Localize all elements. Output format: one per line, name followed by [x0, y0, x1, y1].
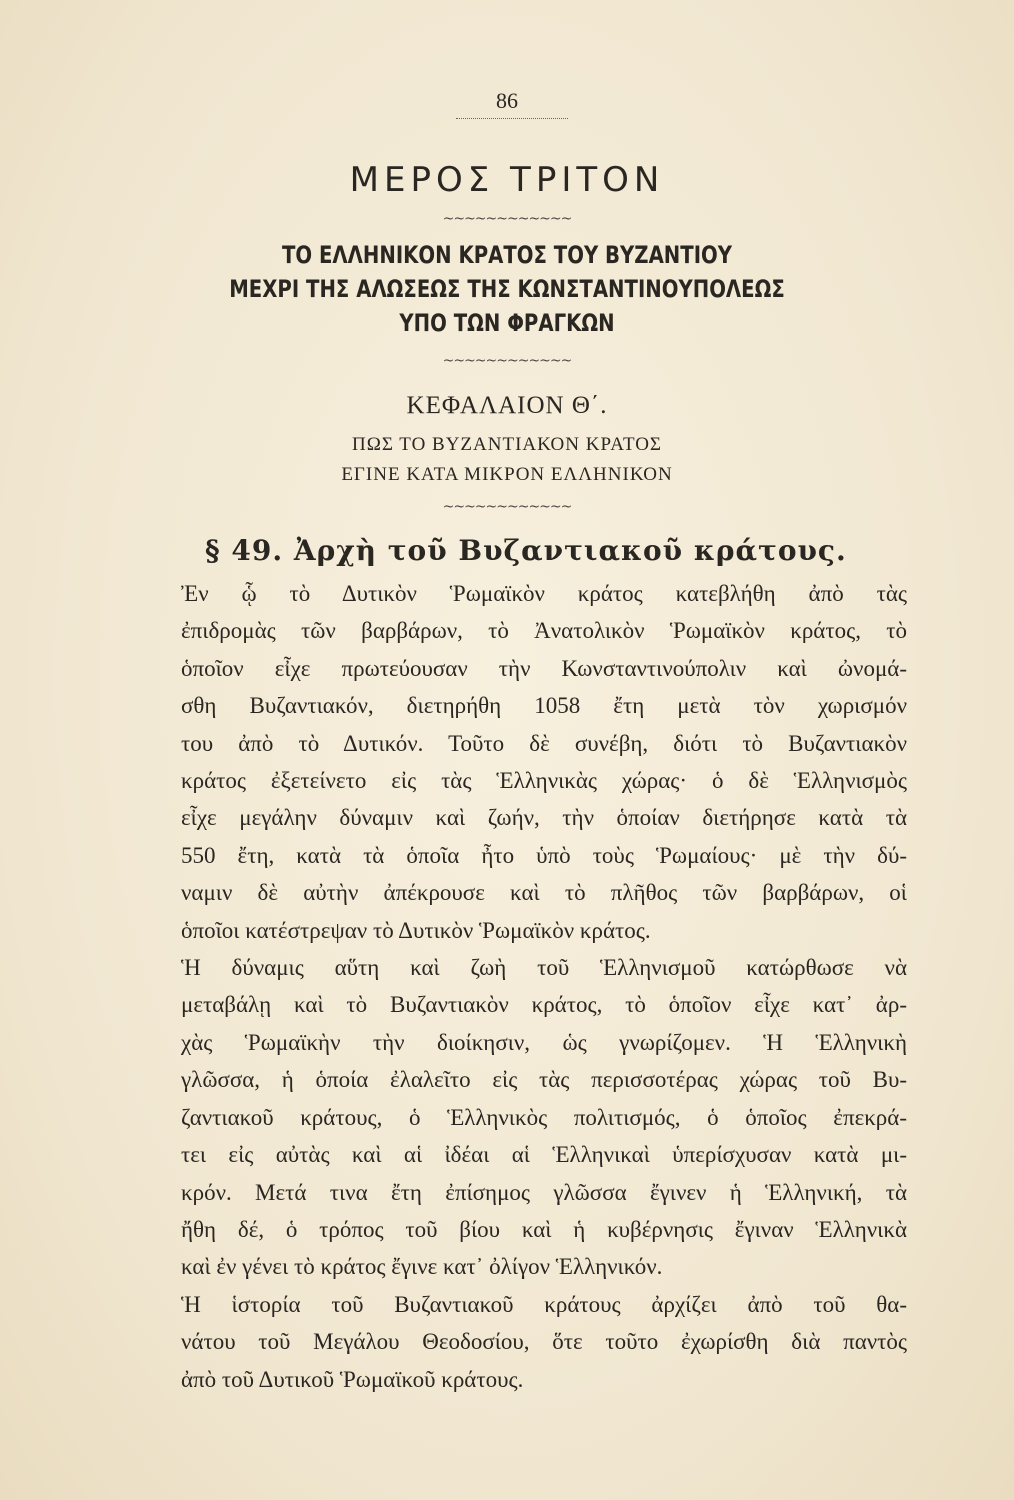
text-line: μεταβάλῃ καὶ τὸ Βυζαντιακὸν κράτος, τὸ ὁποῖον εἶχε κατ᾽ ἀρ- — [181, 992, 907, 1018]
text-line: τει εἰς αὐτὰς καὶ αἱ ἰδέαι αἱ Ἑλληνικαὶ ὑπερίσχυσαν κατὰ μι- — [181, 1142, 907, 1168]
chapter-subtitle — [0, 430, 1014, 490]
ornament-divider-2: ~~~~~~~~~~~~ — [442, 353, 572, 369]
text-line: ζαντιακοῦ κράτους, ὁ Ἑλληνικὸς πολιτισμός, ὁ ὁποῖος ἐπεκρά- — [181, 1104, 907, 1130]
chapter-subtitle-line: ΠΩΣ ΤΟ ΒΥΖΑΝΤΙΑΚΟΝ ΚΡΑΤΟΣ — [352, 434, 662, 455]
text-line: ὁποῖοι κατέστρεψαν τὸ Δυτικὸν Ῥωμαϊκὸν κράτος. — [181, 917, 651, 943]
text-line: ἀπὸ τοῦ Δυτικοῦ Ῥωμαϊκοῦ κράτους. — [181, 1366, 524, 1392]
text-line: σθη Βυζαντιακόν, διετηρήθη 1058 ἔτη μετὰ τὸν χωρισμόν — [181, 693, 907, 719]
page-number-rule — [456, 118, 568, 119]
text-line: καὶ ἐν γένει τὸ κράτος ἔγινε κατ᾽ ὀλίγον Ἑλληνικόν. — [181, 1254, 663, 1280]
text-line: κράτος ἐξετείνετο εἰς τὰς Ἑλληνικὰς χώρας· ὁ δὲ Ἑλληνισμὸς — [181, 768, 907, 794]
text-line: ναμιν δὲ αὐτὴν ἀπέκρουσε καὶ τὸ πλῆθος τῶν βαρβάρων, οἱ — [181, 880, 907, 906]
main-heading-line: ΜΕΧΡΙ ΤΗΣ ΑΛΩΣΕΩΣ ΤΗΣ ΚΩΝΣΤΑΝΤΙΝΟΥΠΟΛΕΩΣ — [229, 275, 785, 303]
main-heading — [91, 238, 922, 340]
paragraph-3 — [145, 1286, 907, 1398]
text-line: ἤθη δέ, ὁ τρόπος τοῦ βίου καὶ ἡ κυβέρνησις ἔγιναν Ἑλληνικὰ — [181, 1216, 907, 1242]
text-line: εἶχε μεγάλην δύναμιν καὶ ζωήν, τὴν ὁποίαν διετήρησε κατὰ τὰ — [181, 805, 907, 831]
main-heading-line: ΤΟ ΕΛΛΗΝΙΚΟΝ ΚΡΑΤΟΣ ΤΟΥ ΒΥΖΑΝΤΙΟΥ — [281, 241, 733, 269]
text-line: χὰς Ῥωμαϊκὴν τὴν διοίκησιν, ὡς γνωρίζομεν. Ἡ Ἑλληνικὴ — [181, 1029, 907, 1055]
paragraph-2 — [145, 949, 907, 1286]
part-title: ΜΕΡΟΣ ΤΡΙΤΟΝ — [349, 160, 665, 200]
text-line: ὁποῖον εἶχε πρωτεύουσαν τὴν Κωνσταντινούπολιν καὶ ὠνομά- — [181, 655, 907, 681]
text-line: Ἡ δύναμις αὕτη καὶ ζωὴ τοῦ Ἑλληνισμοῦ κατώρθωσε νὰ — [181, 955, 907, 981]
section-heading: § 49. Ἀρχὴ τοῦ Βυζαντιακοῦ κράτους. — [205, 534, 847, 567]
body-text — [145, 575, 907, 1398]
text-line: Ἡ ἱστορία τοῦ Βυζαντιακοῦ κράτους ἀρχίζει ἀπὸ τοῦ θα- — [181, 1291, 907, 1317]
text-line: 550 ἔτη, κατὰ τὰ ὁποῖα ἦτο ὑπὸ τοὺς Ῥωμαίους· μὲ τὴν δύ- — [181, 842, 907, 868]
ornament-divider-1: ~~~~~~~~~~~~ — [442, 211, 572, 227]
page-number: 86 — [496, 88, 518, 113]
text-line: Ἐν ᾧ τὸ Δυτικὸν Ῥωμαϊκὸν κράτος κατεβλήθη ἀπὸ τὰς — [181, 581, 907, 606]
text-line: ἐπιδρομὰς τῶν βαρβάρων, τὸ Ἀνατολικὸν Ῥωμαϊκὸν κράτος, τὸ — [181, 618, 907, 644]
text-line: του ἀπὸ τὸ Δυτικόν. Τοῦτο δὲ συνέβη, διότι τὸ Βυζαντιακὸν — [181, 730, 907, 756]
chapter-subtitle-line: ΕΓΙΝΕ ΚΑΤΑ ΜΙΚΡΟΝ ΕΛΛΗΝΙΚΟΝ — [341, 464, 673, 485]
text-line: νάτου τοῦ Μεγάλου Θεοδοσίου, ὅτε τοῦτο ἐχωρίσθη διὰ παντὸς — [181, 1329, 907, 1355]
text-line: γλῶσσα, ἡ ὁποία ἐλαλεῖτο εἰς τὰς περισσοτέρας χώρας τοῦ Βυ- — [181, 1067, 907, 1093]
chapter-title: ΚΕΦΑΛΑΙΟΝ Θ΄. — [406, 392, 608, 419]
paragraph-1 — [145, 575, 907, 949]
text-line: κρόν. Μετά τινα ἔτη ἐπίσημος γλῶσσα ἔγινεν ἡ Ἑλληνική, τὰ — [181, 1179, 907, 1205]
ornament-divider-3: ~~~~~~~~~~~~ — [442, 499, 572, 515]
main-heading-line: ΥΠΟ ΤΩΝ ΦΡΑΓΚΩΝ — [399, 309, 615, 337]
